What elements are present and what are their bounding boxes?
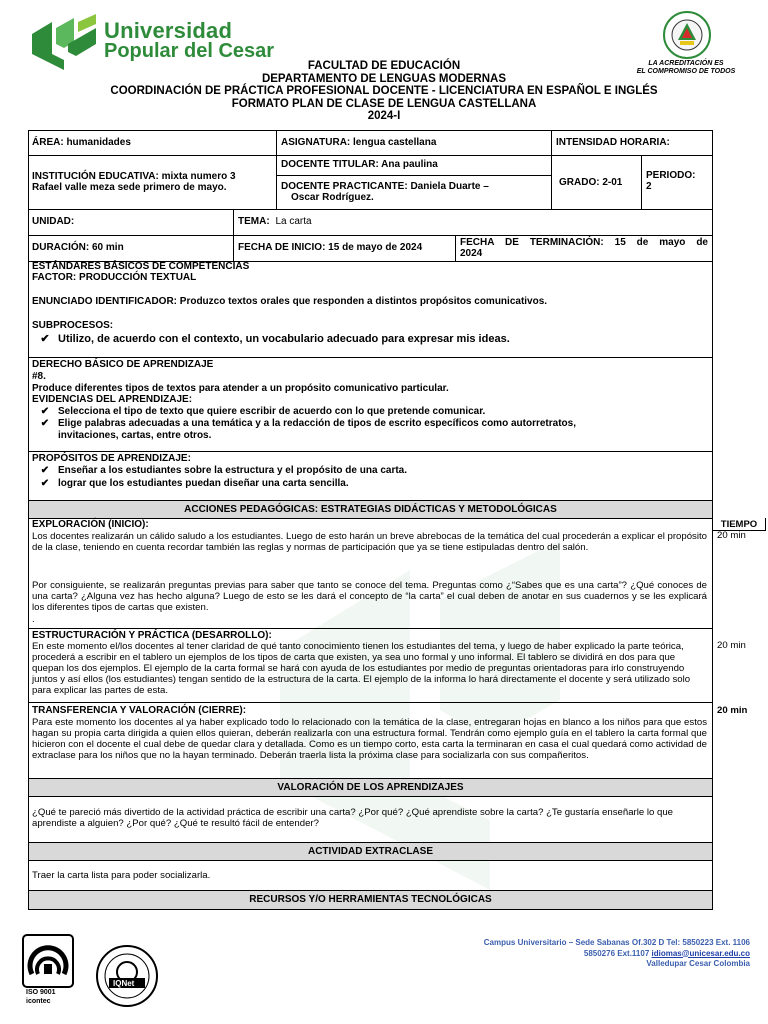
estandares-title: ESTÁNDARES BÁSICOS DE COMPETENCIAS	[32, 261, 250, 272]
dba-text: Produce diferentes tipos de textos para atender a un propósito comunicativo particular.	[32, 383, 449, 394]
check-icon: ✔	[40, 418, 50, 429]
dba-title: DERECHO BÁSICO DE APRENDIZAJE	[32, 359, 214, 370]
periodo-label: PERIODO:	[646, 170, 696, 181]
transferencia-text: Para este momento los docentes al ya haber explicado todo lo relacionado con la temática de la clase, entregaran hojas en blanco a los niños para que estos hagan su propia carta dirigida a quien ellos quieran, deberán realizarla con una estructura formal. Tendrán como ejemplo guía en el tablero la carta formal que hicieron con el docente el cual debe de quedar clara y detallada. Como es un tiempo corto, esta carta la terminaran en casa el cual quedará como actividad de extraclase para los niños que no la hayan terminado. Deberán traerla lista la próxima clase para socializarla con sus compañeritos.	[32, 717, 707, 761]
extraclase-header: ACTIVIDAD EXTRACLASE	[307, 846, 433, 857]
estructuracion-time: 20 min	[717, 640, 746, 651]
acciones-header: ACCIONES PEDAGÓGICAS: ESTRATEGIAS DIDÁCTICAS Y METODOLÓGICAS	[184, 504, 557, 515]
docente-practicante-field	[281, 181, 489, 203]
accreditation-slogan	[626, 60, 746, 76]
period-title: 2024-I	[367, 110, 401, 122]
exploracion-p1: Los docentes realizarán un cálido saludo a los estudiantes. Luego de esto harán un breve abrebocas de la temática del cual procederán a explicar el propósito de la clase, teniendo en cuenta recordar también las reglas y normas de participación que ya se tiene estipuladas dentro del salón.	[32, 531, 707, 553]
evidencias-title: EVIDENCIAS DEL APRENDIZAJE:	[32, 394, 193, 405]
valoracion-header: VALORACIÓN DE LOS APRENDIZAJES	[277, 782, 464, 793]
extraclase-text: Traer la carta lista para poder socializarla.	[32, 870, 211, 881]
exploracion-time: 20 min	[717, 530, 746, 541]
docente-titular-field: DOCENTE TITULAR: Ana paulina	[281, 159, 438, 170]
check-icon: ✔	[40, 478, 50, 489]
transferencia-title: TRANSFERENCIA Y VALORACIÓN (CIERRE):	[32, 705, 247, 716]
docente-practicante-line1: DOCENTE PRACTICANTE: Daniela Duarte –	[281, 181, 489, 192]
valoracion-text: ¿Qué te pareció más divertido de la actividad práctica de escribir una carta? ¿Por qué? ¿Qué aprendiste sobre la carta? ¿Te gustaría enseñarle lo que aprendiste a alguien? ¿Por qué? ¿Qué te resultó fácil de entender?	[32, 807, 673, 829]
seal-icon	[658, 10, 716, 60]
exploracion-title: EXPLORACIÓN (INICIO):	[32, 519, 149, 530]
university-name-line1: Universidad	[104, 18, 233, 43]
proposito-2-text: lograr que los estudiantes puedan diseñar una carta sencilla.	[58, 478, 349, 489]
estructuracion-text: En este momento el/los docentes al tener claridad de qué tanto conocimiento tienen los estudiantes del tema, y luego de haber explicado la parte teórica, procederá a escribir en el tablero un ejemplos de los tipos de carta que existen, ya sea uno formal y uno informal. El tablero se dividirá en dos para que quepan los dos ejemplos. El ejemplo de la carta formal se hará con ayuda de los estudiantes por medio de preguntas orientadoras para irlo construyendo juntos y así ellos (los estudiantes) tengan sentido de la estructura de la carta. El ejemplo de la informa lo hará directamente el docente y será utilizado solo para explicar las partes de esta.	[32, 641, 691, 696]
periodo-value: 2	[646, 181, 652, 192]
university-seal	[658, 10, 716, 60]
docente-practicante-line2: Oscar Rodríguez.	[291, 192, 374, 203]
department-title: DEPARTAMENTO DE LENGUAS MODERNAS	[261, 72, 507, 85]
icontec-label: icontec	[26, 998, 51, 1005]
subproceso-item-text: Utilizo, de acuerdo con el contexto, un vocabulario adecuado para expresar mis ideas.	[58, 333, 510, 345]
evidencia-item-2	[32, 418, 576, 429]
proposito-item-1	[32, 465, 407, 476]
exploracion-p2: Por consiguiente, se realizarán preguntas previas para saber que tanto se conoce del tema. Preguntas como ¿“Sabes que es una carta”? ¿Qué conoces de una carta? ¿Alguna vez has hecho alguna? Luego de esto se les dará el concepto de “la carta” el cual deben de anotar en sus cuadernos y se les explicará los diferentes tipos de cartas que existen.	[32, 580, 707, 613]
coordination-title: COORDINACIÓN DE PRÁCTICA PROFESIONAL DOCENTE - LICENCIATURA EN ESPAÑOL E INGLÉS	[110, 85, 658, 97]
periodo-field	[646, 170, 695, 192]
intensidad-field: INTENSIDAD HORARIA:	[556, 137, 670, 148]
propositos-title: PROPÓSITOS DE APRENDIZAJE:	[32, 453, 191, 464]
document-titles	[60, 60, 708, 123]
fecha-terminacion-line1: FECHA DE TERMINACIÓN: 15 de mayo de	[460, 237, 708, 248]
footer-contact	[484, 938, 750, 970]
fecha-inicio-field: FECHA DE INICIO: 15 de mayo de 2024	[238, 242, 423, 253]
tema-field	[238, 216, 312, 227]
iqnet-label: IQNet	[113, 979, 135, 988]
footer-address: Campus Universitario – Sede Sabanas Of.302 D Tel: 5850223 Ext. 1106	[483, 938, 750, 947]
evidencia-item-2-cont: invitaciones, cartas, entre otros.	[58, 430, 212, 441]
evidencia-item-1	[32, 406, 485, 417]
tiempo-header: TIEMPO	[720, 519, 758, 530]
fecha-terminacion-line2: 2024	[460, 248, 483, 259]
iqnet-logo	[95, 944, 159, 1008]
duracion-field: DURACIÓN: 60 min	[32, 242, 124, 253]
format-title: FORMATO PLAN DE CLASE DE LENGUA CASTELLANA	[231, 97, 537, 110]
unidad-field: UNIDAD:	[32, 216, 75, 227]
subproceso-item	[32, 333, 510, 346]
evidencia-1-text: Selecciona el tipo de texto que quiere escribir de acuerdo con lo que pretende comunicar.	[58, 406, 486, 417]
footer-email-link[interactable]: idiomas@unicesar.edu.co	[651, 948, 750, 958]
iso-label: ISO 9001	[26, 989, 56, 996]
proposito-item-2	[32, 478, 349, 489]
check-icon: ✔	[40, 465, 50, 476]
estructuracion-title: ESTRUCTURACIÓN Y PRÁCTICA (DESARROLLO):	[32, 630, 272, 641]
transferencia-time: 20 min	[717, 705, 748, 716]
iqnet-icon	[95, 944, 159, 1008]
dba-number: #8.	[32, 371, 46, 382]
recursos-header: RECURSOS Y/O HERRAMIENTAS TECNOLÓGICAS	[249, 894, 492, 905]
enunciado-text: ENUNCIADO IDENTIFICADOR: Produzco textos orales que responden a distintos propósitos comunicativos.	[32, 296, 548, 307]
footer-city: Valledupar Cesar Colombia	[646, 959, 750, 968]
check-icon: ✔	[40, 406, 50, 417]
evidencia-2-text: Elige palabras adecuadas a una temática y a la redacción de tipos de escrito específicos como autorretratos,	[58, 418, 576, 429]
grado-field: GRADO: 2-01	[559, 177, 623, 188]
fecha-terminacion-field	[460, 237, 708, 259]
area-field: ÁREA: humanidades	[32, 137, 131, 148]
tema-value: La carta	[275, 216, 312, 227]
subprocesos-title: SUBPROCESOS:	[32, 320, 114, 331]
faculty-title: FACULTAD DE EDUCACIÓN	[307, 60, 461, 72]
accreditation-line1: LA ACREDITACIÓN ES	[648, 60, 724, 67]
footer-phone-line	[484, 949, 750, 960]
institucion-field: INSTITUCIÓN EDUCATIVA: mixta numero 3 Rafael valle meza sede primero de mayo.	[32, 171, 236, 193]
footer-phone: 5850276 Ext.1107	[583, 948, 652, 958]
factor-title: FACTOR: PRODUCCIÓN TEXTUAL	[32, 272, 197, 283]
asignatura-field: ASIGNATURA: lengua castellana	[281, 137, 437, 148]
accreditation-line2: EL COMPROMISO DE TODOS	[636, 68, 736, 75]
exploracion-dot: .	[32, 614, 35, 625]
university-name-line2: Popular del Cesar	[104, 40, 275, 62]
check-icon: ✔	[40, 333, 50, 345]
tema-label: TEMA:	[238, 216, 270, 227]
proposito-1-text: Enseñar a los estudiantes sobre la estructura y el propósito de una carta.	[58, 465, 407, 476]
